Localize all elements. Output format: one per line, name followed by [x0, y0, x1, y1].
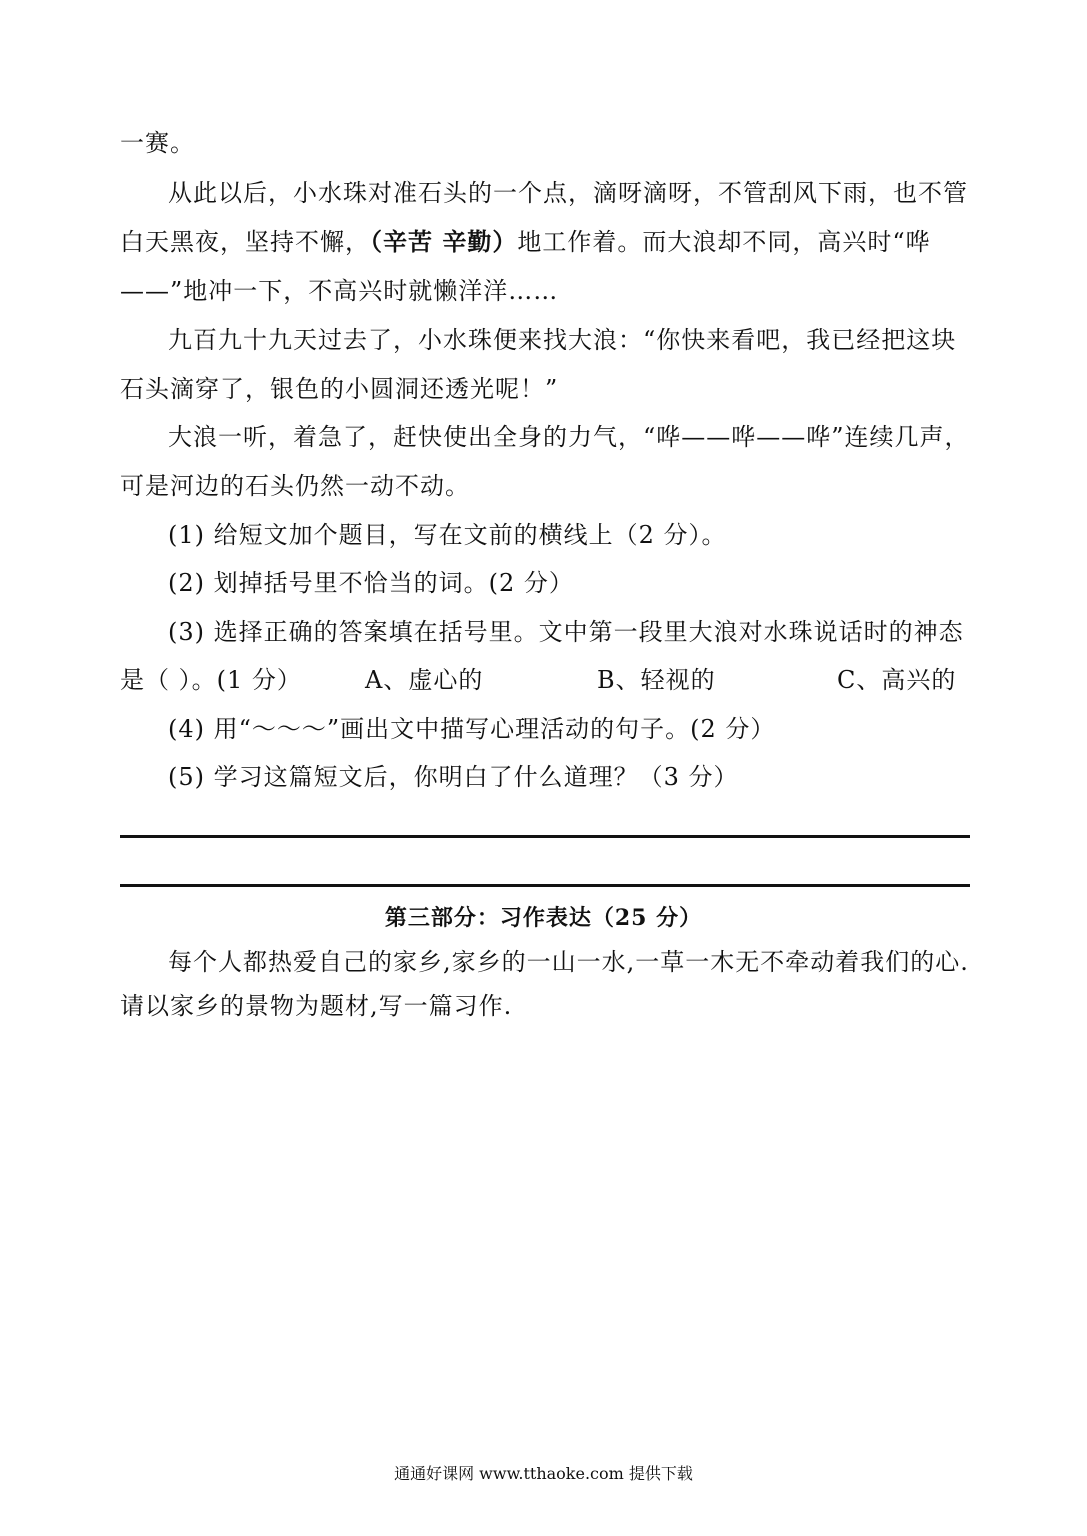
- option-c: C、高兴的: [837, 666, 957, 694]
- question-3-line2: [120, 665, 980, 695]
- passage-para3-line2: 石头滴穿了，银色的小圆洞还透光呢！”: [120, 375, 559, 403]
- question-4: (4) 用“～～～”画出文中描写心理活动的句子。(2 分）: [168, 715, 776, 743]
- question-5: (5) 学习这篇短文后，你明白了什么道理？（3 分）: [168, 763, 739, 791]
- passage-para2-line2: [120, 227, 980, 257]
- section3-prompt-line1: 每个人都热爱自己的家乡,家乡的一山一水,一草一木无不牵动着我们的心.: [168, 948, 969, 976]
- question-1: (1) 给短文加个题目，写在文前的横线上（2 分）。: [168, 521, 727, 549]
- passage-para4-line2: 可是河边的石头仍然一动不动。: [120, 472, 470, 500]
- section3-prompt-line2: 请以家乡的景物为题材,写一篇习作.: [120, 992, 513, 1020]
- answer-line-2: [120, 884, 970, 887]
- word-choice: （辛苦 辛勤）: [370, 227, 518, 256]
- question-2: (2) 划掉括号里不恰当的词。(2 分）: [168, 569, 574, 597]
- question-3-stem: 是（ ）。(1 分）: [120, 666, 302, 694]
- page-footer: 通通好课网 www.tthaoke.com 提供下载: [394, 1464, 693, 1483]
- passage-para3-line1: 九百九十九天过去了，小水珠便来找大浪：“你快来看吧，我已经把这块: [168, 326, 957, 354]
- answer-line-1: [120, 835, 970, 838]
- passage-para2-line2-a: 白天黑夜，坚持不懈，: [120, 228, 370, 256]
- passage-para2-line1: 从此以后，小水珠对准石头的一个点，滴呀滴呀，不管刮风下雨，也不管: [168, 179, 968, 207]
- passage-line-1: 一赛。: [120, 129, 195, 157]
- section3-heading: 第三部分：习作表达（25 分）: [384, 905, 703, 931]
- question-3-line1: (3) 选择正确的答案填在括号里。文中第一段里大浪对水珠说话时的神态: [168, 618, 964, 646]
- option-a: A、虚心的: [365, 666, 484, 694]
- option-b: B、轻视的: [597, 666, 716, 694]
- passage-para2-line2-b: 地工作着。而大浪却不同，高兴时“哗: [517, 228, 931, 256]
- passage-para4-line1: 大浪一听，着急了，赶快使出全身的力气，“哗——哗——哗”连续几声，: [168, 423, 970, 451]
- passage-para2-line3: ——”地冲一下，不高兴时就懒洋洋……: [120, 277, 559, 305]
